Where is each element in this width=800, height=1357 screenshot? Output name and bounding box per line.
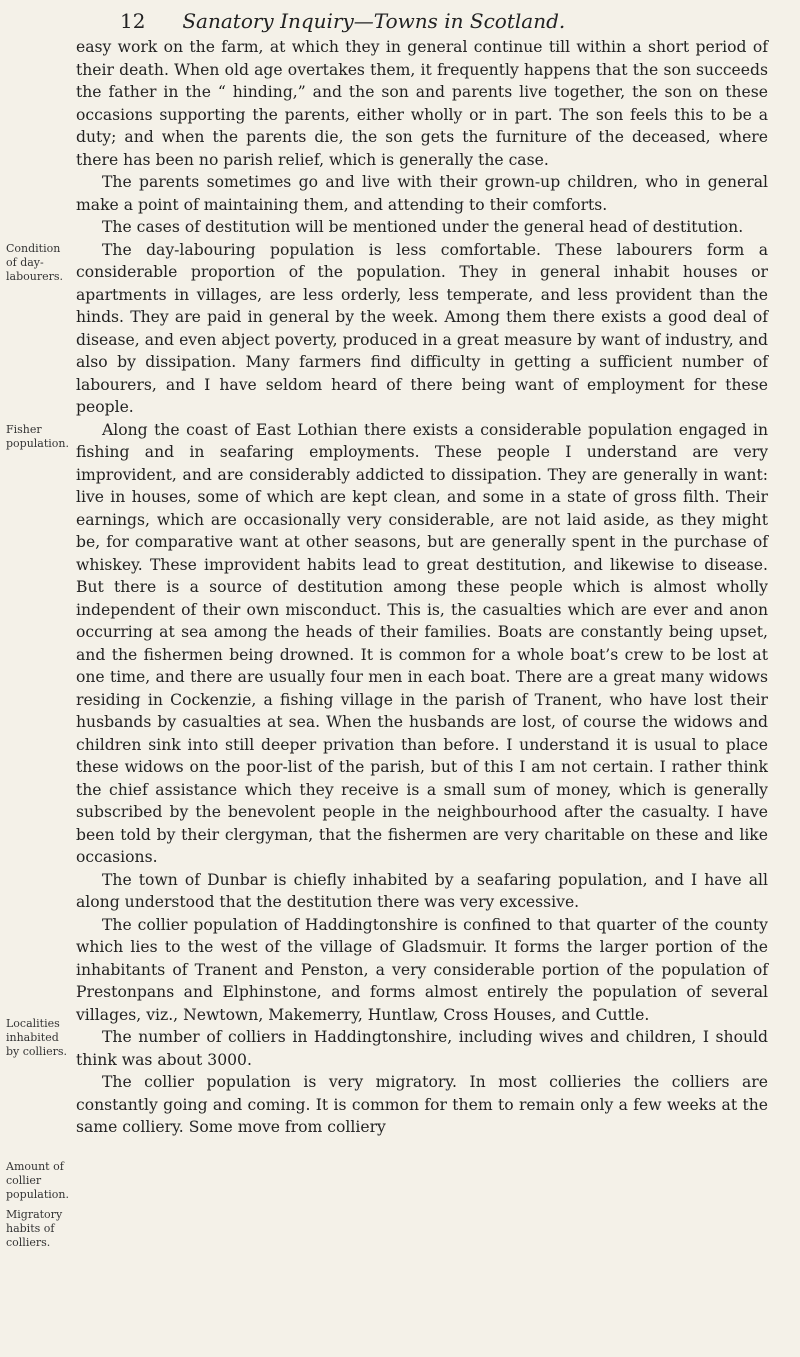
- paragraph-collier-migratory: The collier population is very migratory. In most collieries the colliers are constantly going and coming. It is common for them to remain only a few weeks at the same colliery. Some move from colliery: [76, 1073, 768, 1136]
- paragraph-collier-amount: The number of colliers in Haddingtonshire, including wives and children, I should think was about 3000.: [76, 1028, 768, 1069]
- paragraph-hinds-continued: easy work on the farm, at which they in general continue till within a short period of their death. When old age overtakes them, it frequently happens that the son succeeds the father in the “ hinding,” and the son and parents live together, the son on these occasions supporting the parents, either wholly or in part. The son feels this to be a duty; and when the parents die, the son gets the furniture of the deceased, where there has been no parish relief, which is generally the case.: [76, 38, 768, 169]
- page-header: [120, 6, 760, 36]
- margin-note-collier-amount: Amount of collier population.: [6, 1160, 70, 1201]
- paragraph-destitution-note: The cases of destitution will be mentioned under the general head of destitution.: [102, 218, 744, 236]
- paragraph-dunbar: The town of Dunbar is chiefly inhabited by a seafaring population, and I have all along understood that the destitution there was very excessive.: [76, 870, 768, 911]
- paragraph-parents: The parents sometimes go and live with their grown-up children, who in general make a point of maintaining them, and attending to their comforts.: [76, 173, 768, 214]
- paragraph-collier-localities: The collier population of Haddingtonshire is confined to that quarter of the county which lies to the west of the village of Gladsmuir. It forms the larger portion of the inhabitants of Tranent and Penston, a very considerable portion of the population of Prestonpans and Elphinstone, and forms almost entirely the population of several villages, viz., Newtown, Makemerry, Huntlaw, Cross Houses, and Cuttle.: [76, 915, 768, 1024]
- running-title: Sanatory Inquiry—Towns in Scotland.: [182, 9, 566, 33]
- margin-note-migratory-habits: Migratory habits of colliers.: [6, 1208, 63, 1249]
- paragraph-day-labourers: The day-labouring population is less comfortable. These labourers form a considerable proportion of the population. They in general inhabit houses or apartments in villages, are less orderly, less temperate, and less provident than the hinds. They are paid in general by the week. Among them there exists a good deal of disease, and even abject poverty, produced in a great measure by want of industry, and also by dissipation. Many farmers find difficulty in getting a sufficient number of labourers, and I have seldom heard of there being want of employment for these people.: [76, 240, 768, 416]
- page-number: 12: [120, 9, 146, 33]
- margin-note-collier-localities: Localities inhabited by colliers.: [6, 1017, 67, 1058]
- margin-note-day-labourers: Condition of day-labourers.: [6, 242, 63, 283]
- margin-note-fisher-population: Fisher population.: [6, 423, 70, 450]
- paragraph-fisher-population: Along the coast of East Lothian there exists a considerable population engaged in fishing and in seafaring employments. These people I understand are very improvident, and are considerably addicted to dissipation. They are generally in want: live in houses, some of which are kept clean, and some in a state of gross filth. Their earnings, which are occasionally very considerable, are not laid aside, as they might be, for comparative want at other seasons, but are generally spent in the purchase of whiskey. These improvident habits lead to great destitution, and likewise to disease. But there is a source of destitution among these people which is almost wholly independent of their own misconduct. This is, the casualties which are ever and anon occurring at sea among the heads of their families. Boats are constantly being upset, and the fishermen being drowned. It is common for a whole boat’s crew to be lost at one time, and there are usually four men in each boat. There are a great many widows residing in Cockenzie, a fishing village in the parish of Tranent, who have lost their husbands by casualties at sea. When the husbands are lost, of course the widows and children sink into still deeper privation than before. I understand it is usual to place these widows on the poor-list of the parish, but of this I am not certain. I rather think the chief assistance which they receive is a small sum of money, which is generally subscribed by the benevolent people in the neighbourhood after the casualty. I have been told by their clergyman, that the fishermen are very charitable on these and like occasions.: [76, 420, 768, 866]
- body-text: [76, 36, 768, 1139]
